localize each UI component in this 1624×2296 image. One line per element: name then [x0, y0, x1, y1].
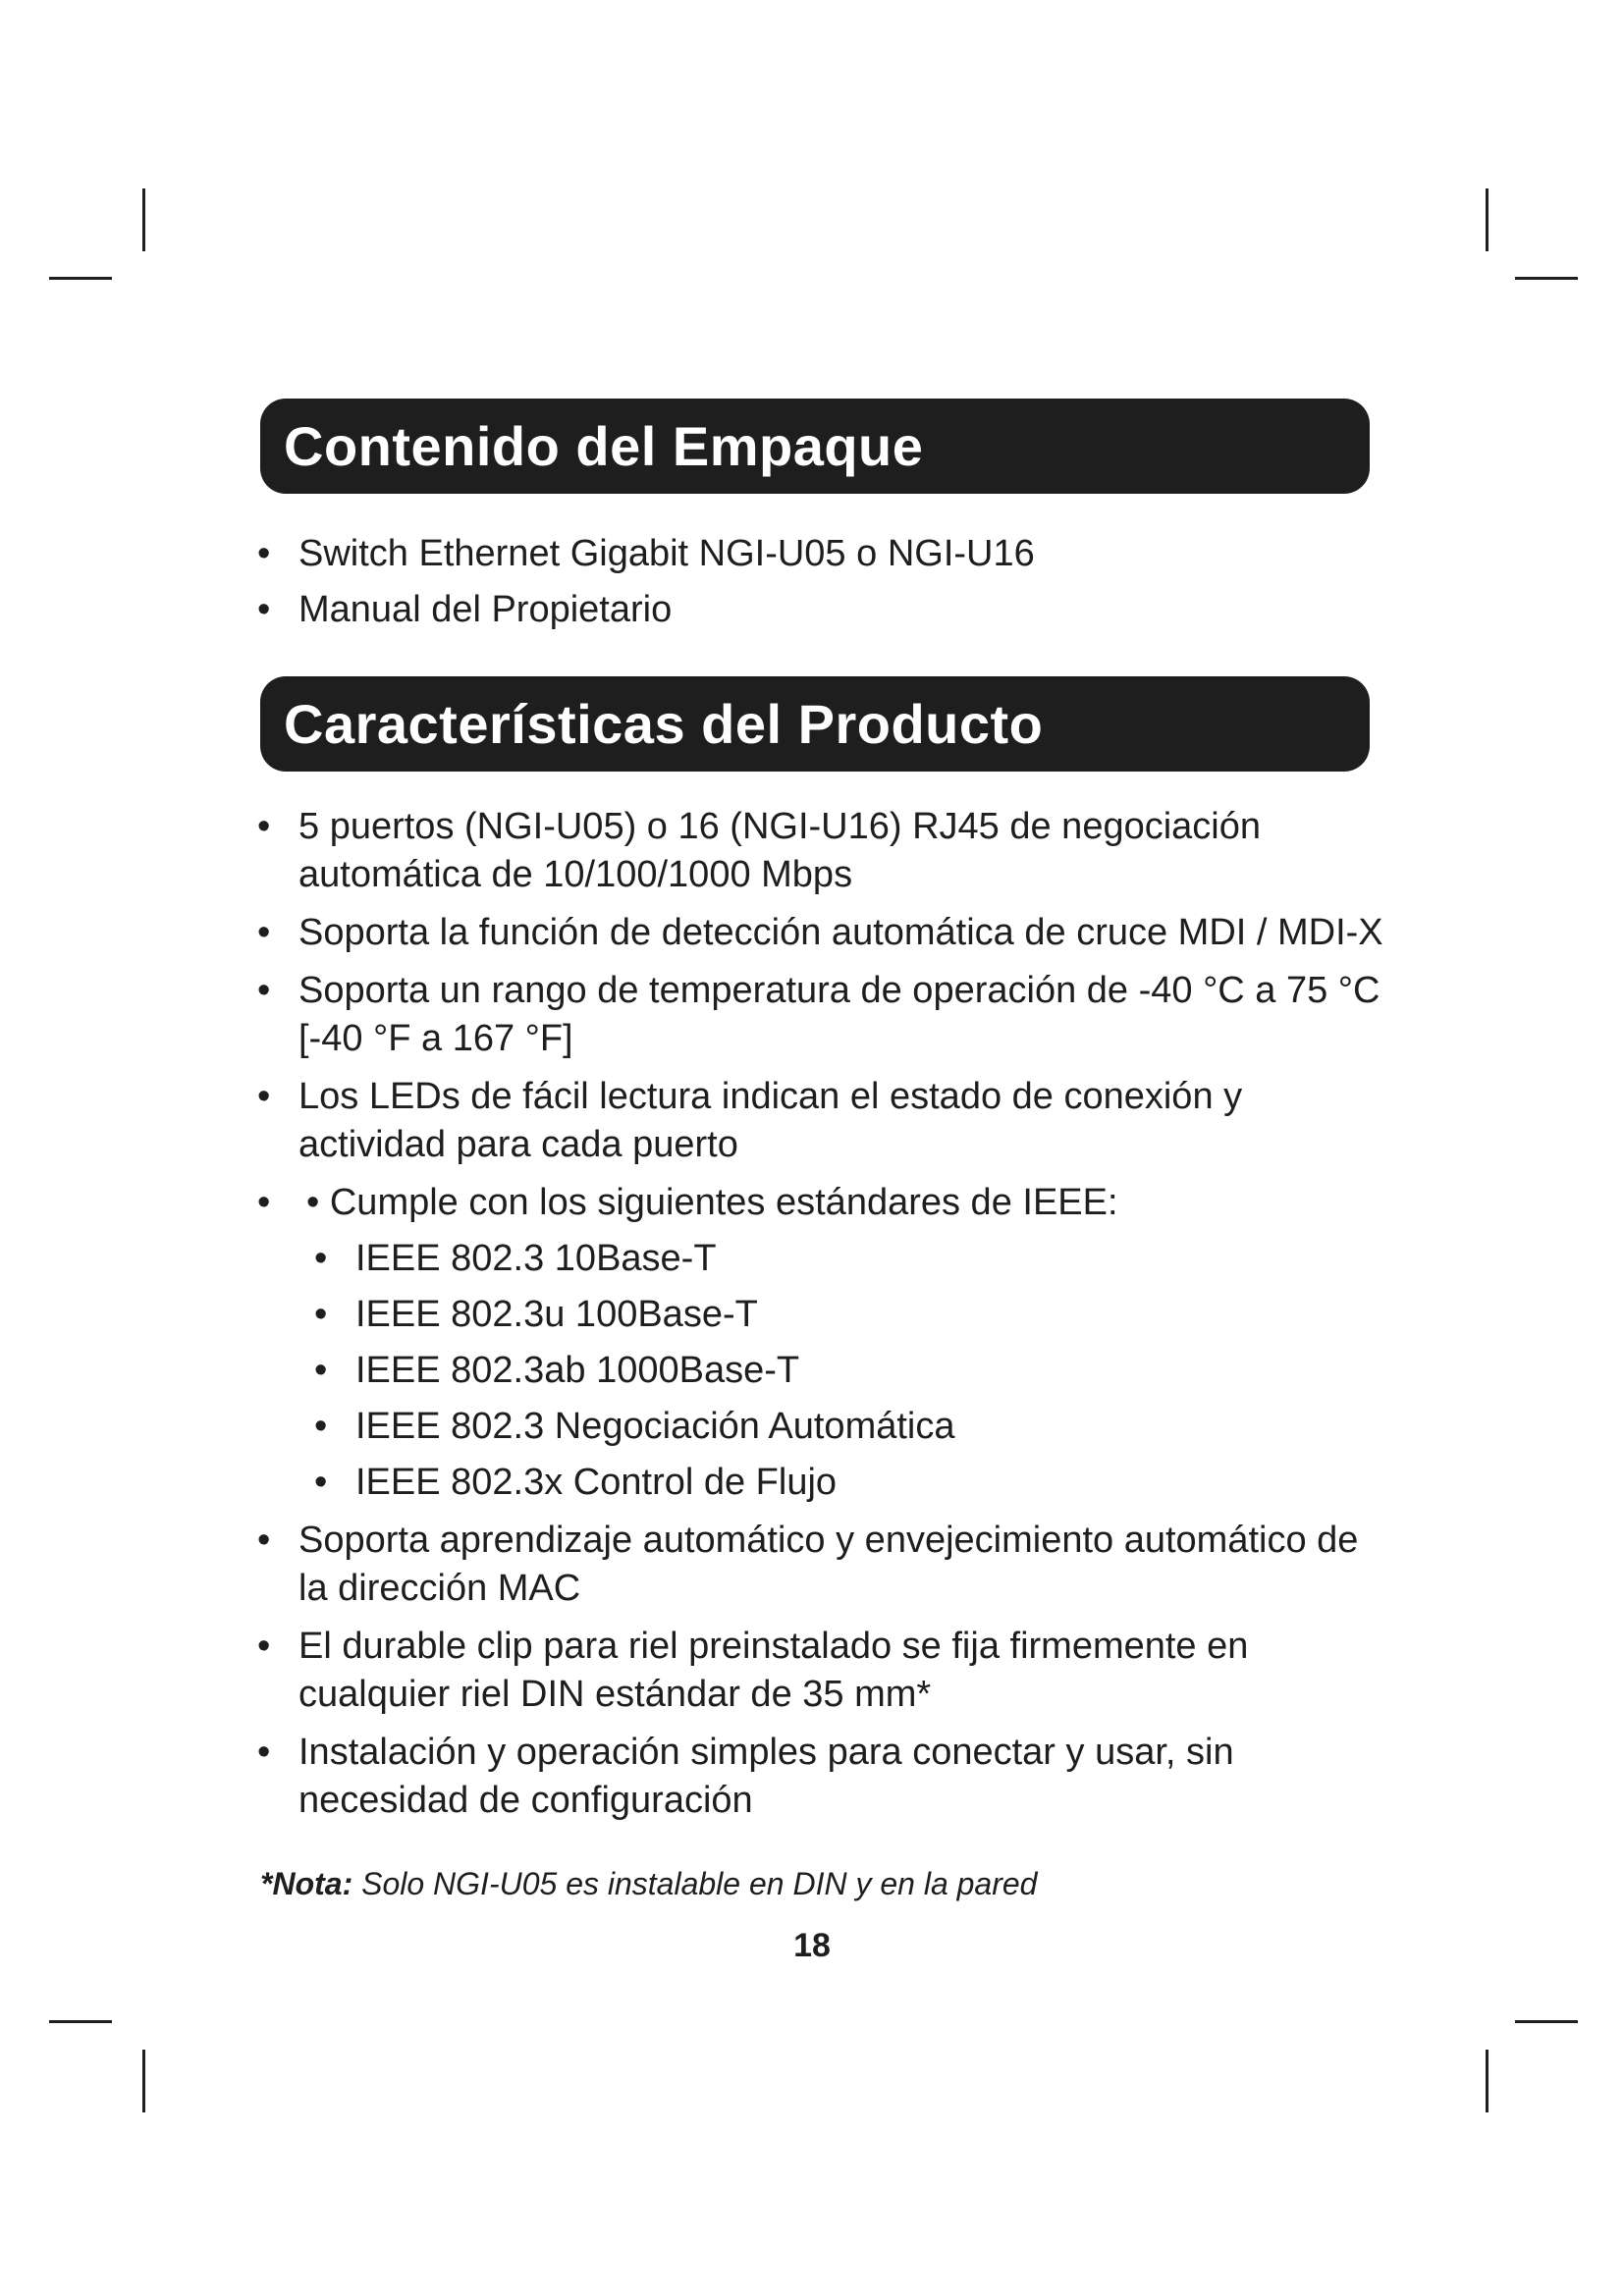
list-item — [257, 530, 1386, 578]
crop-mark-top-right-vertical — [1486, 188, 1489, 251]
sub-list-item — [314, 1291, 1386, 1339]
list-item — [257, 1517, 1386, 1613]
list-item-text: 5 puertos (NGI-U05) o 16 (NGI-U16) RJ45 de negociación automática de 10/100/1000 Mbps — [298, 806, 1262, 895]
list-item-ieee-standards — [257, 1179, 1386, 1507]
footnote-text: Solo NGI-U05 es instalable en DIN y en la pared — [352, 1866, 1038, 1901]
crop-mark-top-left-horizontal — [49, 277, 112, 280]
section-header-package-contents — [260, 399, 1370, 494]
list-item-text: Soporta aprendizaje automático y envejecimiento automático de la dirección MAC — [298, 1520, 1359, 1609]
list-item — [257, 1623, 1386, 1719]
section-title-product-features: Características del Producto — [284, 693, 1044, 755]
bullet-icon: • — [314, 1294, 328, 1335]
list-item-text: Soporta la función de detección automática de cruce MDI / MDI-X — [298, 912, 1383, 953]
bullet-icon: • — [257, 533, 271, 574]
section-header-product-features — [260, 676, 1370, 772]
sub-list-item-text: IEEE 802.3 10Base-T — [355, 1238, 717, 1279]
ieee-standards-sublist — [298, 1235, 1386, 1507]
bullet-icon: • — [257, 912, 271, 953]
list-item — [257, 967, 1386, 1063]
sub-list-item-text: IEEE 802.3 Negociación Automática — [355, 1406, 955, 1447]
list-item — [257, 909, 1386, 957]
sub-list-item-text: IEEE 802.3x Control de Flujo — [355, 1462, 838, 1503]
sub-list-item — [314, 1347, 1386, 1395]
section-title-package-contents: Contenido del Empaque — [284, 415, 924, 477]
list-item — [257, 1073, 1386, 1169]
sub-list-item — [314, 1235, 1386, 1283]
bullet-icon: • — [257, 806, 271, 847]
bullet-icon: • — [257, 589, 271, 630]
list-item-text: El durable clip para riel preinstalado se fija firmemente en cualquier riel DIN estándar de 35 mm* — [298, 1626, 1249, 1715]
package-contents-list — [257, 530, 1386, 634]
list-item-text: Los LEDs de fácil lectura indican el estado de conexión y actividad para cada puerto — [298, 1076, 1243, 1165]
crop-mark-bottom-left-horizontal — [49, 2020, 112, 2023]
bullet-icon: • — [257, 1520, 271, 1561]
bullet-icon: • — [314, 1462, 328, 1503]
sub-list-item-text: IEEE 802.3ab 1000Base-T — [355, 1350, 800, 1391]
list-item-text: Soporta un rango de temperatura de operación de -40 °C a 75 °C [-40 °F a 167 °F] — [298, 970, 1380, 1059]
bullet-icon: • — [314, 1238, 328, 1279]
list-item-text: Instalación y operación simples para conectar y usar, sin necesidad de configuración — [298, 1732, 1234, 1821]
page-number: 18 — [793, 1927, 831, 1964]
sub-list-item — [314, 1459, 1386, 1507]
bullet-icon: • — [257, 1076, 271, 1117]
bullet-icon: • — [257, 1626, 271, 1667]
crop-mark-bottom-right-horizontal — [1515, 2020, 1578, 2023]
crop-mark-top-left-vertical — [142, 188, 145, 251]
crop-mark-bottom-right-vertical — [1486, 2050, 1489, 2112]
sub-list-item — [314, 1403, 1386, 1451]
crop-mark-bottom-left-vertical — [142, 2050, 145, 2112]
bullet-icon: • — [257, 1732, 271, 1773]
list-item-text: • Cumple con los siguientes estándares de IEEE: — [306, 1182, 1118, 1223]
sub-list-item-text: IEEE 802.3u 100Base-T — [355, 1294, 758, 1335]
product-features-list — [257, 803, 1386, 1825]
list-item-text: Manual del Propietario — [298, 589, 673, 630]
list-item — [257, 1729, 1386, 1825]
crop-mark-top-right-horizontal — [1515, 277, 1578, 280]
list-item — [257, 803, 1386, 899]
list-item — [257, 586, 1386, 634]
footnote-label: *Nota: — [260, 1866, 353, 1901]
bullet-icon: • — [257, 1182, 271, 1223]
bullet-icon: • — [257, 970, 271, 1011]
footnote — [260, 1864, 1037, 1903]
bullet-icon: • — [314, 1406, 328, 1447]
list-item-text: Switch Ethernet Gigabit NGI-U05 o NGI-U16 — [298, 533, 1035, 574]
bullet-icon: • — [314, 1350, 328, 1391]
